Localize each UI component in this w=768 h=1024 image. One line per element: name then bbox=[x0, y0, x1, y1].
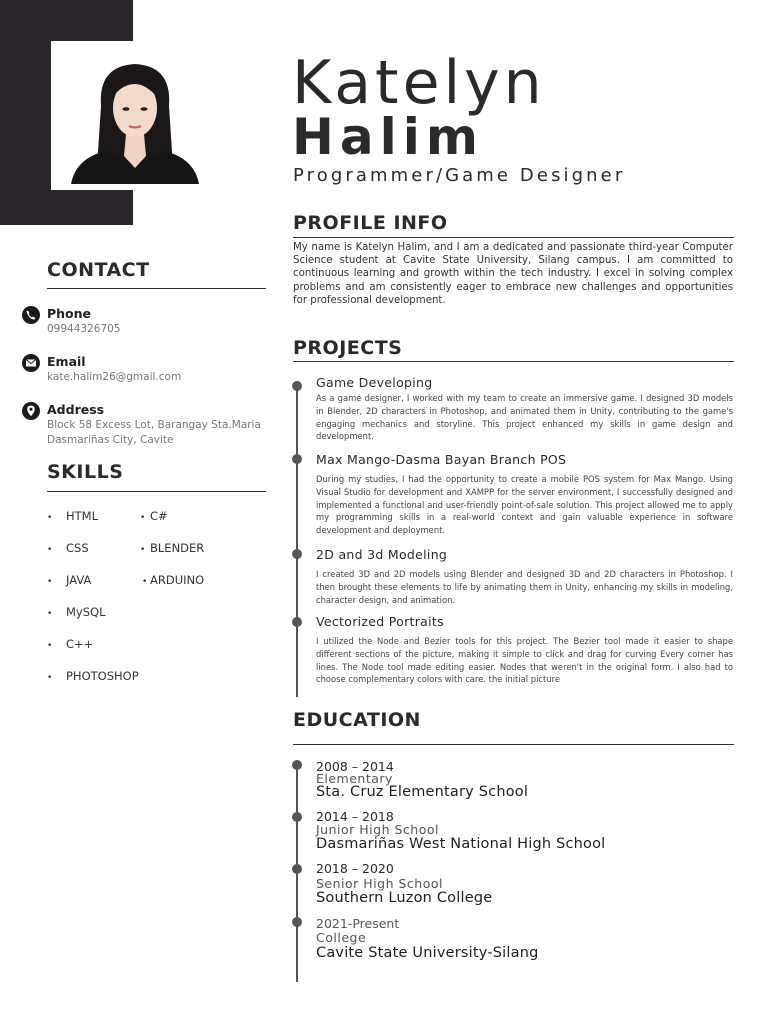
skill-bullet: • bbox=[47, 577, 53, 587]
skill-item: BLENDER bbox=[150, 541, 205, 555]
skill-item: PHOTOSHOP bbox=[66, 669, 139, 683]
education-level: College bbox=[316, 930, 367, 945]
profile-heading: PROFILE INFO bbox=[293, 212, 448, 234]
address-label: Address bbox=[47, 402, 105, 417]
contact-address bbox=[22, 402, 272, 450]
project-description: I created 3D and 2D models using Blender and designed 3D and 2D characters in Photoshop. I then brought these elements to life by animating them in Unity, enhancing my skills in modeling, character design, and animation. bbox=[316, 569, 733, 605]
project-description: I utilized the Node and Bezier tools for this project. The Bezier tool made it easier to shape different sections of the picture, making it simple to click and drag for curving Every corner has lines. The Node tool made editing easier. Nodes that weren't in the original form. I also had to choose complementary colors with care. the initial picture bbox=[316, 636, 733, 685]
skill-bullet: • bbox=[47, 513, 53, 523]
timeline-dot bbox=[292, 760, 302, 770]
education-years: 2018 – 2020 bbox=[316, 861, 394, 876]
education-divider bbox=[293, 744, 734, 745]
skills-heading: SKILLS bbox=[47, 461, 124, 483]
skill-bullet: • bbox=[47, 673, 53, 683]
timeline-dot bbox=[292, 617, 302, 627]
skill-item: HTML bbox=[66, 509, 99, 523]
job-title: Programmer/Game Designer bbox=[293, 165, 626, 186]
skill-item: C# bbox=[150, 509, 168, 523]
timeline-dot bbox=[292, 454, 302, 464]
timeline-dot bbox=[292, 864, 302, 874]
project-title: Max Mango-Dasma Bayan Branch POS bbox=[316, 452, 567, 467]
contact-heading: CONTACT bbox=[47, 259, 150, 281]
contact-divider bbox=[47, 288, 266, 289]
education-school: Sta. Cruz Elementary School bbox=[316, 784, 529, 800]
last-name: Halim bbox=[292, 108, 484, 166]
education-heading: EDUCATION bbox=[293, 709, 421, 731]
project-description: As a game designer, I worked with my team to create an immersive game. I designed 3D models in Blender, 2D characters in Photoshop, and animated them in Unity, contributing to the game's engaging mechanics and storyline. This project enhanced my skills in game design and development. bbox=[316, 393, 733, 442]
skill-bullet: • bbox=[47, 609, 53, 619]
skill-item: CSS bbox=[66, 541, 89, 555]
skill-item: ARDUINO bbox=[150, 573, 205, 587]
education-level: Junior High School bbox=[316, 822, 439, 837]
contact-phone bbox=[22, 306, 272, 336]
project-title: Vectorized Portraits bbox=[316, 614, 444, 629]
address-line-2: Dasmariñas City, Cavite bbox=[47, 434, 174, 446]
education-school: Dasmariñas West National High School bbox=[316, 836, 606, 852]
address-value bbox=[47, 418, 287, 448]
skill-bullet: • bbox=[47, 641, 53, 651]
project-description: During my studies, I had the opportunity to create a mobile POS system for Max Mango. Using Visual Studio for development and XAMPP for the server environment, I successfully designed and implemented a functional and user-friendly point-of-sale solution. This project allowed me to apply my programming skills in a real-world context and gain valuable experience in software development and deployment. bbox=[316, 474, 733, 536]
education-school: Cavite State University-Silang bbox=[316, 945, 539, 961]
education-years: 2021-Present bbox=[316, 916, 400, 931]
projects-timeline bbox=[296, 385, 298, 697]
education-years: 2008 – 2014 bbox=[316, 759, 394, 774]
phone-label: Phone bbox=[47, 306, 92, 321]
skill-bullet: • bbox=[142, 577, 148, 587]
skill-item: C++ bbox=[66, 637, 94, 651]
timeline-dot bbox=[292, 381, 302, 391]
address-line-1: Block 58 Excess Lot, Barangay Sta.Maria bbox=[47, 419, 261, 431]
phone-value: 09944326705 bbox=[47, 323, 121, 335]
education-school: Southern Luzon College bbox=[316, 890, 493, 906]
timeline-dot bbox=[292, 549, 302, 559]
contact-email bbox=[22, 354, 272, 384]
phone-icon bbox=[22, 306, 40, 324]
email-value[interactable]: kate.halim26@gmail.com bbox=[47, 371, 182, 383]
timeline-dot bbox=[292, 812, 302, 822]
projects-divider bbox=[293, 361, 734, 362]
skill-bullet: • bbox=[140, 513, 146, 523]
project-title: 2D and 3d Modeling bbox=[316, 547, 448, 562]
skill-bullet: • bbox=[140, 545, 146, 555]
skill-item: MySQL bbox=[66, 605, 106, 619]
location-pin-icon bbox=[22, 402, 40, 420]
education-level: Senior High School bbox=[316, 876, 443, 891]
skills-divider bbox=[47, 491, 266, 492]
education-years: 2014 – 2018 bbox=[316, 809, 394, 824]
profile-text: My name is Katelyn Halim, and I am a dedicated and passionate third-year Computer Science student at Cavite State University, Silang campus. I am committed to continuous learning and growth within the tech industry. I excel in solving complex problems and am consistently eager to embrace new challenges and opportunities for professional development. bbox=[293, 242, 733, 306]
email-label: Email bbox=[47, 354, 86, 369]
profile-photo bbox=[66, 46, 204, 184]
timeline-dot bbox=[292, 917, 302, 927]
project-title: Game Developing bbox=[316, 375, 433, 390]
first-name: Katelyn bbox=[292, 48, 546, 118]
skill-item: JAVA bbox=[66, 573, 92, 587]
skill-bullet: • bbox=[47, 545, 53, 555]
projects-heading: PROJECTS bbox=[293, 337, 403, 359]
email-icon bbox=[22, 354, 40, 372]
education-level: Elementary bbox=[316, 771, 393, 786]
profile-divider bbox=[293, 237, 734, 238]
